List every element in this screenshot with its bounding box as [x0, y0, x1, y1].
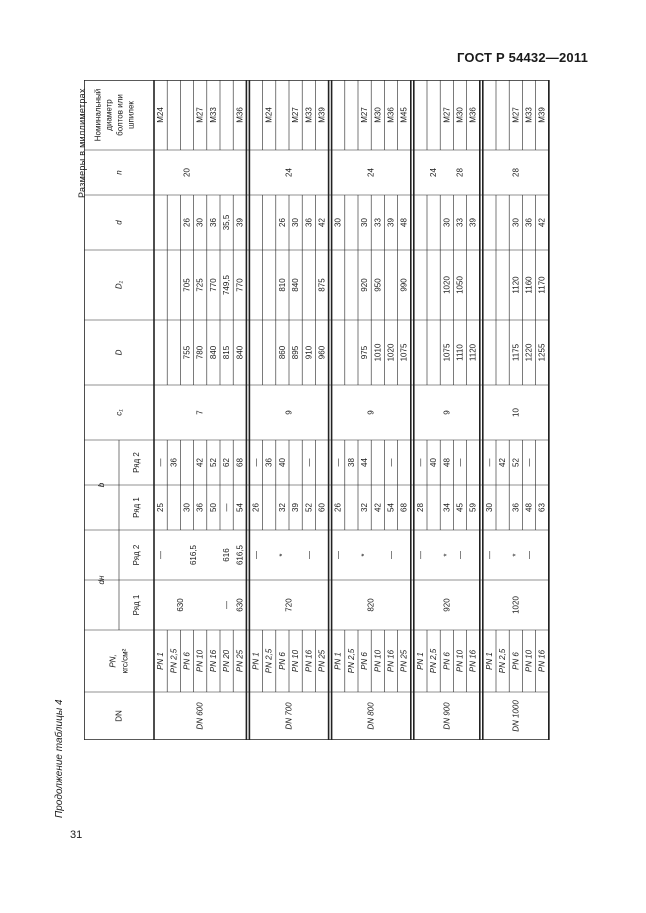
cell-b1: 39 [291, 503, 301, 512]
row-dn-label: DN 1000 [511, 700, 521, 732]
cell-b1: 28 [415, 503, 425, 512]
cell-D1: 1020 [442, 276, 452, 294]
cell-dn2: — [415, 551, 425, 559]
header-pn: PN, [108, 654, 118, 668]
header-c1: c₁ [114, 409, 124, 416]
cell-dn1: 630 [235, 598, 245, 612]
cell-c1-merged: 9 [366, 410, 376, 415]
cell-b2: 40 [429, 458, 439, 467]
cell-bolt: M39 [537, 107, 547, 123]
cell-b2: — [386, 458, 396, 467]
cell-b2: 40 [277, 458, 287, 467]
cell-b2: 36 [169, 458, 179, 467]
cell-bolt: M33 [304, 107, 314, 123]
cell-dn1-merged: 920 [442, 598, 452, 612]
cell-pn: PN 10 [455, 649, 465, 673]
cell-bolt: M27 [195, 107, 205, 123]
cell-pn: PN 1 [251, 652, 261, 670]
cell-bolt: M45 [399, 107, 409, 123]
cell-pn: PN 6 [442, 652, 452, 670]
cell-b1: 36 [511, 503, 521, 512]
header-bolt: болтов или [115, 94, 125, 136]
cell-D: 1175 [511, 343, 521, 362]
cell-dn2: * [277, 553, 287, 557]
cell-dn2: — [524, 551, 534, 559]
cell-dn2: 616,5 [235, 544, 245, 566]
cell-dn2: — [333, 551, 343, 559]
cell-D: 755 [182, 345, 192, 360]
cell-d: 30 [291, 218, 301, 227]
cell-pn: PN 16 [468, 649, 478, 673]
cell-dn1-merged: 720 [284, 598, 294, 612]
cell-pn: PN 1 [156, 652, 166, 670]
cell-b2: 44 [360, 458, 370, 467]
cell-dn2: — [386, 551, 396, 559]
cell-D1: 1050 [455, 276, 465, 294]
cell-D1: 770 [235, 278, 245, 292]
cell-dn1-merged: 1020 [511, 596, 521, 614]
cell-b1: — [222, 503, 232, 512]
cell-bolt: M39 [317, 107, 327, 123]
cell-d: 42 [537, 218, 547, 227]
cell-bolt: M36 [235, 107, 245, 123]
cell-dn2-merged: 616,5 [189, 544, 199, 566]
cell-bolt: M24 [264, 107, 274, 123]
cell-dn1: — [222, 601, 232, 609]
cell-b2: 42 [498, 458, 508, 467]
cell-pn: PN 16 [537, 649, 547, 673]
cell-b2: — [524, 458, 534, 467]
cell-pn: PN 2,5 [429, 648, 439, 674]
cell-pn: PN 2,5 [346, 648, 356, 674]
cell-d: 33 [373, 218, 383, 227]
cell-D: 975 [360, 345, 370, 360]
cell-b1: 30 [484, 503, 494, 512]
row-dn-label: DN 800 [366, 702, 376, 730]
cell-pn: PN 16 [304, 649, 314, 673]
header-bolt: шпилек [126, 101, 136, 129]
cell-D: 1120 [468, 343, 478, 362]
cell-D: 780 [195, 345, 205, 360]
cell-pn: PN 10 [195, 649, 205, 673]
cell-D: 910 [304, 345, 314, 360]
cell-b2: — [484, 458, 494, 467]
cell-b1: 42 [373, 503, 383, 512]
cell-bolt: M24 [156, 107, 166, 123]
cell-bolt: M30 [373, 107, 383, 123]
cell-dn1-merged: 630 [175, 598, 185, 612]
cell-pn: PN 1 [333, 652, 343, 670]
cell-c1-merged: 9 [442, 410, 452, 415]
cell-D: 840 [235, 345, 245, 360]
cell-D: 1255 [537, 343, 547, 362]
cell-dn2: * [360, 553, 370, 557]
cell-pn: PN 25 [317, 649, 327, 673]
table-continuation-caption: Продолжение таблицы 4 [54, 699, 65, 818]
cell-b2: — [455, 458, 465, 467]
cell-bolt: M27 [360, 107, 370, 123]
cell-b1: 30 [182, 503, 192, 512]
cell-D1: 875 [317, 278, 327, 292]
cell-pn: PN 2,5 [264, 648, 274, 674]
cell-b1: 26 [251, 503, 261, 512]
cell-bolt: M36 [468, 107, 478, 123]
cell-D1: 770 [208, 278, 218, 292]
cell-d: 30 [511, 218, 521, 227]
cell-D1: 1170 [537, 276, 547, 294]
cell-b1: 34 [442, 503, 452, 512]
row-dn-label: DN 600 [195, 702, 205, 730]
header-b-ryad2: Ряд 2 [132, 452, 141, 473]
cell-dn2: — [251, 551, 261, 559]
cell-pn: PN 10 [291, 649, 301, 673]
cell-b1: 45 [455, 503, 465, 512]
cell-b1: 54 [235, 503, 245, 512]
cell-pn: PN 1 [415, 652, 425, 670]
cell-b2: 62 [222, 458, 232, 467]
cell-bolt: M33 [208, 107, 218, 123]
cell-pn: PN 16 [208, 649, 218, 673]
cell-c1-merged: 10 [511, 408, 521, 417]
cell-bolt: M27 [442, 107, 452, 123]
cell-d: 26 [182, 218, 192, 227]
cell-b2: 52 [511, 458, 521, 467]
cell-D: 895 [291, 345, 301, 360]
cell-dn2: — [304, 551, 314, 559]
cell-b1: 48 [524, 503, 534, 512]
cell-d: 30 [195, 218, 205, 227]
cell-b2: 52 [208, 458, 218, 467]
cell-d: 39 [386, 218, 396, 227]
cell-b1: 32 [277, 503, 287, 512]
standard-code: ГОСТ Р 54432—2011 [457, 50, 588, 65]
cell-pn: PN 2,5 [169, 648, 179, 674]
cell-d: 36 [304, 218, 314, 227]
cell-n-merged: 24 [429, 168, 439, 177]
cell-D: 1020 [386, 343, 396, 362]
cell-D: 1010 [373, 343, 383, 362]
row-dn-label: DN 900 [442, 702, 452, 730]
cell-b1: 36 [195, 503, 205, 512]
cell-b2: — [156, 458, 166, 467]
cell-D1: 1160 [524, 276, 534, 294]
cell-pn: PN 10 [524, 649, 534, 673]
cell-b1: 60 [317, 503, 327, 512]
cell-d: 30 [360, 218, 370, 227]
table-grid [84, 80, 592, 740]
cell-b2: 38 [346, 458, 356, 467]
cell-bolt: M33 [524, 107, 534, 123]
cell-b2: — [251, 458, 261, 467]
cell-b1: 59 [468, 503, 478, 512]
cell-D1: 920 [360, 278, 370, 292]
cell-dn2-top: — [156, 551, 166, 559]
cell-pn: PN 25 [399, 649, 409, 673]
header-d: d [114, 220, 124, 225]
cell-pn: PN 20 [222, 649, 232, 673]
cell-pn: PN 6 [277, 652, 287, 670]
cell-b2: 68 [235, 458, 245, 467]
cell-pn: PN 6 [182, 652, 192, 670]
cell-D: 815 [222, 345, 232, 360]
header-bolt: диаметр [104, 99, 114, 131]
cell-pn: PN 2,5 [498, 648, 508, 674]
cell-D1: 725 [195, 278, 205, 292]
cell-b2: — [415, 458, 425, 467]
cell-n-merged: 20 [182, 168, 192, 177]
cell-d: 39 [235, 218, 245, 227]
cell-n-merged: 24 [366, 168, 376, 177]
cell-b1: 63 [537, 503, 547, 512]
page-number: 31 [70, 829, 83, 841]
header-bolt: Номинальный [93, 88, 103, 142]
cell-D1: 950 [373, 278, 383, 292]
cell-b1: 25 [156, 503, 166, 512]
cell-D: 1110 [455, 344, 465, 361]
cell-b1: 32 [360, 503, 370, 512]
cell-n-merged: 28 [511, 168, 521, 177]
cell-d: 33 [455, 218, 465, 227]
cell-b1: 26 [333, 503, 343, 512]
header-n: n [114, 170, 124, 175]
cell-dn2: * [511, 553, 521, 557]
header-dn-ryad1: Ряд 1 [132, 594, 141, 616]
cell-d: 36 [208, 218, 218, 227]
header-dn-ryad2: Ряд 2 [132, 544, 141, 566]
cell-D: 840 [208, 345, 218, 360]
cell-D1: 840 [291, 278, 301, 292]
cell-pn: PN 16 [386, 649, 396, 673]
cell-bolt: M30 [455, 107, 465, 123]
cell-b1: 50 [208, 503, 218, 512]
cell-d: 26 [277, 218, 287, 227]
cell-b2: 48 [442, 458, 452, 467]
header-pn-unit: кгс/см² [120, 648, 130, 674]
cell-dn2: 616 [222, 548, 232, 562]
header-D: D [114, 349, 124, 356]
cell-dn2: * [442, 553, 452, 557]
header-dn-group: dн [97, 575, 106, 585]
cell-n-merged: 24 [284, 168, 294, 177]
cell-D1: 749,5 [222, 274, 232, 296]
header-b-ryad1: Ряд 1 [132, 497, 141, 518]
cell-pn: PN 10 [373, 649, 383, 673]
flange-dimensions-table [84, 80, 592, 740]
cell-pn: PN 6 [360, 652, 370, 670]
cell-D: 860 [277, 345, 287, 360]
header-b-group: b [97, 482, 106, 488]
cell-dn1-merged: 820 [366, 598, 376, 612]
cell-D: 960 [317, 345, 327, 360]
cell-b1: 68 [399, 503, 409, 512]
cell-d: 42 [317, 218, 327, 227]
row-dn-label: DN 700 [284, 702, 294, 730]
cell-b1: 52 [304, 503, 314, 512]
cell-dn2: — [484, 551, 494, 559]
cell-c1-merged: 7 [195, 410, 205, 415]
cell-c1-merged: 9 [284, 410, 294, 415]
cell-b2: 36 [264, 458, 274, 467]
cell-D: 1075 [399, 343, 409, 362]
cell-d: 39 [468, 218, 478, 227]
cell-bolt: M27 [291, 107, 301, 123]
cell-d: 35,5 [222, 214, 232, 231]
cell-D: 1075 [442, 343, 452, 362]
cell-dn2: — [455, 551, 465, 559]
units-note: Размеры в миллиметрах [77, 88, 87, 198]
cell-pn: PN 25 [235, 649, 245, 673]
cell-d: 36 [524, 218, 534, 227]
cell-D1: 1120 [511, 276, 521, 294]
cell-b2: — [304, 458, 314, 467]
cell-b1: 54 [386, 503, 396, 512]
cell-D: 1220 [524, 343, 534, 362]
cell-bolt: M27 [511, 107, 521, 123]
cell-d: 30 [333, 218, 343, 227]
cell-d: 48 [399, 218, 409, 227]
cell-d: 30 [442, 218, 452, 227]
cell-D1: 810 [277, 278, 287, 292]
cell-bolt: M36 [386, 107, 396, 123]
header-dn: DN [114, 710, 124, 722]
cell-pn: PN 1 [484, 652, 494, 670]
cell-pn: PN 6 [511, 652, 521, 670]
cell-D1: 705 [182, 278, 192, 292]
cell-b2: 42 [195, 458, 205, 467]
cell-n-merged: 28 [455, 168, 465, 177]
header-D1: D₁ [114, 280, 124, 290]
cell-D1: 990 [399, 278, 409, 292]
cell-b2: — [333, 458, 343, 467]
